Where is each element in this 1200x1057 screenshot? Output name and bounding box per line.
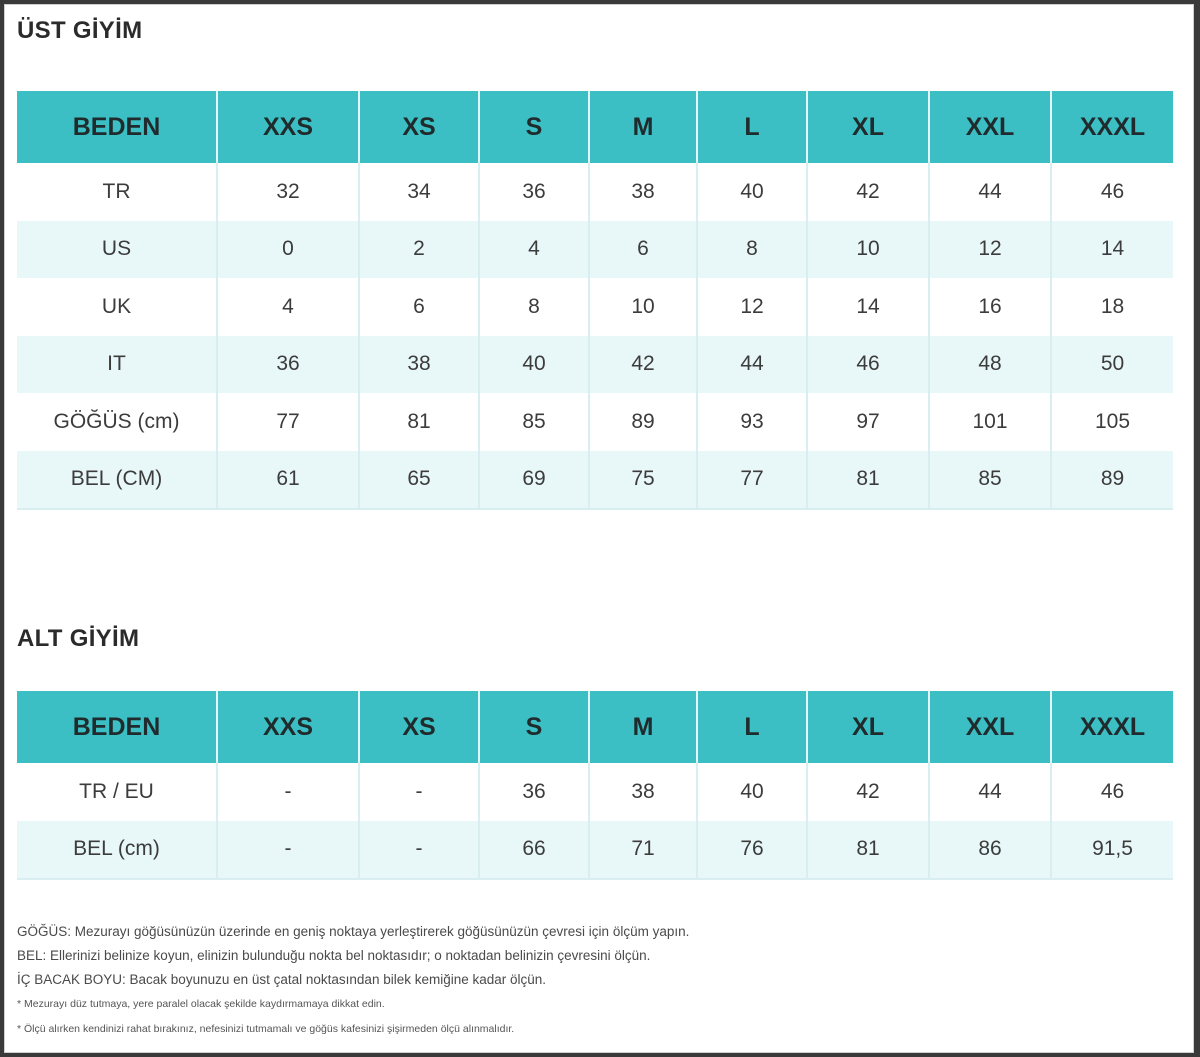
table-cell: - bbox=[359, 763, 479, 821]
table-cell: 48 bbox=[929, 336, 1051, 394]
table-cell: 44 bbox=[929, 763, 1051, 821]
table-cell: 69 bbox=[479, 451, 589, 510]
table-cell: 32 bbox=[217, 163, 359, 221]
header-cell: L bbox=[697, 91, 807, 163]
table-cell: 12 bbox=[929, 221, 1051, 279]
header-cell: XXXL bbox=[1051, 691, 1173, 763]
measurement-notes bbox=[17, 920, 1177, 1042]
header-cell: XXS bbox=[217, 691, 359, 763]
size-chart-page bbox=[4, 4, 1194, 1053]
table-cell: 76 bbox=[697, 821, 807, 880]
table-cell: 86 bbox=[929, 821, 1051, 880]
table-cell: 65 bbox=[359, 451, 479, 510]
note-tip: * Ölçü alırken kendinizi rahat bırakınız, nefesinizi tutmamalı ve göğüs kafesinizi şişirmeden ölçü alınmalıdır. bbox=[17, 1023, 515, 1035]
lower-size-table bbox=[17, 691, 1173, 880]
table-cell: 6 bbox=[589, 221, 697, 279]
table-cell: 42 bbox=[807, 163, 929, 221]
row-label: US bbox=[17, 221, 217, 279]
table-cell: 105 bbox=[1051, 393, 1173, 451]
table-cell: - bbox=[217, 763, 359, 821]
table-cell: - bbox=[359, 821, 479, 880]
table-cell: 85 bbox=[929, 451, 1051, 510]
table-cell: 81 bbox=[807, 821, 929, 880]
header-cell: M bbox=[589, 691, 697, 763]
table-cell: 14 bbox=[807, 278, 929, 336]
table-cell: 46 bbox=[1051, 763, 1173, 821]
table-header-row bbox=[17, 691, 1173, 763]
table-cell: 36 bbox=[217, 336, 359, 394]
upper-size-table bbox=[17, 91, 1173, 510]
table-row bbox=[17, 163, 1173, 221]
header-cell: S bbox=[479, 91, 589, 163]
table-cell: 16 bbox=[929, 278, 1051, 336]
table-cell: 77 bbox=[697, 451, 807, 510]
header-cell: XXS bbox=[217, 91, 359, 163]
table-cell: 4 bbox=[479, 221, 589, 279]
row-label: BEL (cm) bbox=[17, 821, 217, 880]
table-cell: 77 bbox=[217, 393, 359, 451]
table-row bbox=[17, 336, 1173, 394]
table-cell: 89 bbox=[1051, 451, 1173, 510]
table-row bbox=[17, 393, 1173, 451]
table-cell: 42 bbox=[589, 336, 697, 394]
lower-section-title: ALT GİYİM bbox=[17, 625, 140, 652]
row-label: GÖĞÜS (cm) bbox=[17, 393, 217, 451]
header-cell: BEDEN bbox=[17, 91, 217, 163]
table-cell: 91,5 bbox=[1051, 821, 1173, 880]
table-row bbox=[17, 278, 1173, 336]
table-cell: 89 bbox=[589, 393, 697, 451]
table-cell: 0 bbox=[217, 221, 359, 279]
table-cell: 66 bbox=[479, 821, 589, 880]
table-cell: - bbox=[217, 821, 359, 880]
table-cell: 10 bbox=[807, 221, 929, 279]
table-cell: 46 bbox=[807, 336, 929, 394]
row-label: IT bbox=[17, 336, 217, 394]
header-cell: XL bbox=[807, 691, 929, 763]
header-cell: XXXL bbox=[1051, 91, 1173, 163]
table-cell: 4 bbox=[217, 278, 359, 336]
upper-section-title: ÜST GİYİM bbox=[17, 17, 143, 44]
table-cell: 50 bbox=[1051, 336, 1173, 394]
header-cell: XS bbox=[359, 91, 479, 163]
table-cell: 81 bbox=[359, 393, 479, 451]
note-tip: * Mezurayı düz tutmaya, yere paralel olacak şekilde kaydırmamaya dikkat edin. bbox=[17, 998, 385, 1010]
table-cell: 8 bbox=[697, 221, 807, 279]
table-cell: 85 bbox=[479, 393, 589, 451]
header-cell: BEDEN bbox=[17, 691, 217, 763]
table-cell: 10 bbox=[589, 278, 697, 336]
row-label: TR bbox=[17, 163, 217, 221]
table-cell: 61 bbox=[217, 451, 359, 510]
table-cell: 40 bbox=[697, 763, 807, 821]
table-cell: 46 bbox=[1051, 163, 1173, 221]
row-label: BEL (CM) bbox=[17, 451, 217, 510]
table-cell: 40 bbox=[479, 336, 589, 394]
table-header-row bbox=[17, 91, 1173, 163]
table-cell: 42 bbox=[807, 763, 929, 821]
table-cell: 2 bbox=[359, 221, 479, 279]
header-cell: XL bbox=[807, 91, 929, 163]
table-cell: 93 bbox=[697, 393, 807, 451]
note-gogus: GÖĞÜS: Mezurayı göğüsünüzün üzerinde en geniş noktaya yerleştirerek göğüsünüzün çevresi için ölçüm yapın. bbox=[17, 924, 690, 939]
table-cell: 97 bbox=[807, 393, 929, 451]
table-cell: 44 bbox=[697, 336, 807, 394]
table-cell: 101 bbox=[929, 393, 1051, 451]
header-cell: S bbox=[479, 691, 589, 763]
table-cell: 18 bbox=[1051, 278, 1173, 336]
header-cell: L bbox=[697, 691, 807, 763]
table-cell: 36 bbox=[479, 163, 589, 221]
table-cell: 38 bbox=[589, 763, 697, 821]
header-cell: XXL bbox=[929, 691, 1051, 763]
table-row bbox=[17, 821, 1173, 880]
table-row bbox=[17, 763, 1173, 821]
table-cell: 44 bbox=[929, 163, 1051, 221]
table-cell: 75 bbox=[589, 451, 697, 510]
table-cell: 38 bbox=[359, 336, 479, 394]
table-cell: 6 bbox=[359, 278, 479, 336]
table-cell: 34 bbox=[359, 163, 479, 221]
table-row bbox=[17, 221, 1173, 279]
row-label: TR / EU bbox=[17, 763, 217, 821]
header-cell: XXL bbox=[929, 91, 1051, 163]
table-cell: 71 bbox=[589, 821, 697, 880]
table-cell: 40 bbox=[697, 163, 807, 221]
note-bel: BEL: Ellerinizi belinize koyun, elinizin bulunduğu nokta bel noktasıdır; o noktadan belinizin çevresini ölçün. bbox=[17, 948, 651, 963]
table-cell: 8 bbox=[479, 278, 589, 336]
table-cell: 38 bbox=[589, 163, 697, 221]
row-label: UK bbox=[17, 278, 217, 336]
table-cell: 12 bbox=[697, 278, 807, 336]
header-cell: M bbox=[589, 91, 697, 163]
header-cell: XS bbox=[359, 691, 479, 763]
note-ic-bacak: İÇ BACAK BOYU: Bacak boyunuzu en üst çatal noktasından bilek kemiğine kadar ölçün. bbox=[17, 972, 547, 987]
table-cell: 36 bbox=[479, 763, 589, 821]
table-cell: 14 bbox=[1051, 221, 1173, 279]
table-row bbox=[17, 451, 1173, 510]
table-cell: 81 bbox=[807, 451, 929, 510]
